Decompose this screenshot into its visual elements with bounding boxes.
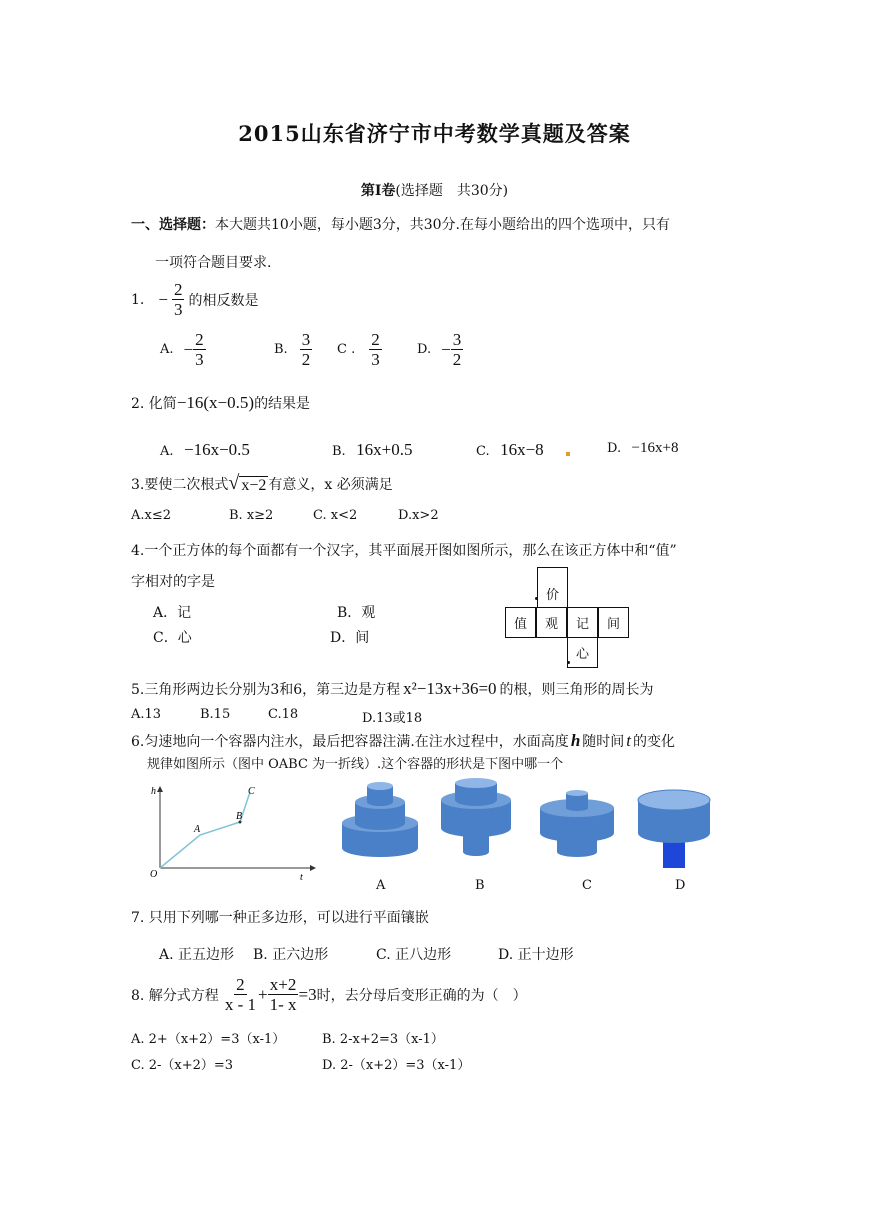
q1-frac-den: 3 — [173, 300, 183, 319]
section-heading — [0, 180, 869, 200]
graph-label-c: C — [248, 786, 255, 797]
graph-label-h: h — [151, 786, 156, 797]
q6-text-c: 的变化 — [633, 734, 676, 750]
q1-number: 1. — [131, 291, 145, 308]
q3-option-b: B. x≥2 — [229, 508, 274, 523]
net-row-2-text: 观 — [544, 617, 558, 632]
net-cell-bottom — [567, 637, 598, 668]
q2-opt-a-expr: −16x−0.5 — [183, 440, 250, 459]
q1-option-a — [160, 330, 206, 369]
q1-opt-b-label: B. — [274, 342, 288, 357]
q4-option-b: B．观 — [337, 605, 376, 621]
question-2 — [131, 393, 310, 413]
graph-t-arrow — [310, 865, 316, 871]
water-level-graph — [140, 780, 320, 885]
q4-option-c: C．心 — [153, 630, 192, 646]
section-bold: 第Ⅰ卷 — [360, 183, 396, 199]
container-b — [441, 778, 511, 856]
instruction-line2: 一项符合题目要求. — [155, 255, 272, 271]
graph-label-t: t — [300, 872, 303, 883]
net-cell-1 — [505, 607, 536, 638]
q8-f2-num: x+2 — [269, 975, 297, 994]
net-row-1-text: 值 — [513, 617, 527, 632]
graph-polyline — [160, 792, 250, 868]
container-a — [342, 782, 418, 857]
q1-frac-num: 2 — [173, 280, 183, 299]
q5-option-d: D.13或18 — [362, 711, 423, 726]
q2-text-b: 的结果是 — [254, 396, 311, 412]
q2-opt-b-label: B. — [332, 444, 346, 459]
q3-option-a: A.x≤2 — [131, 508, 172, 523]
question-8 — [131, 975, 527, 1014]
container-b-bottom — [463, 836, 489, 856]
q4-line2: 字相对的字是 — [131, 574, 215, 590]
page-title: 2015山东省济宁市中考数学真题及答案 — [238, 121, 631, 146]
graph-label-b: B — [236, 811, 243, 822]
q1-option-c — [337, 330, 382, 369]
q8-option-c: C. 2-（x+2）=3 — [131, 1058, 234, 1073]
q3-text-b: 有意义，x 必须满足 — [268, 476, 393, 493]
q1-option-b — [274, 330, 312, 369]
q8-plus: + — [257, 984, 268, 1004]
question-7: 7. 只用下列哪一种正多边形，可以进行平面镶嵌 — [131, 910, 429, 926]
container-label-c: C — [582, 878, 592, 893]
q1-option-d — [417, 330, 463, 369]
net-cell-4 — [598, 607, 629, 638]
q2-option-c — [476, 440, 544, 460]
section-rest: (选择题 共30分) — [395, 183, 509, 199]
container-a-top-face — [367, 782, 393, 790]
instruction-text1: 本大题共10小题，每小题3分，共30分.在每小题给出的四个选项中，只有 — [215, 217, 670, 233]
container-c-top-face — [566, 790, 588, 796]
q6-line1 — [131, 731, 675, 751]
net-cell-3 — [567, 607, 598, 638]
q1-opt-c-frac — [369, 330, 382, 369]
q1-opt-a-den: 3 — [195, 350, 204, 369]
net-dot-1 — [535, 597, 538, 600]
q5-option-c: C.18 — [268, 707, 299, 722]
q1-opt-b-num: 3 — [301, 330, 311, 349]
question-1 — [131, 280, 258, 319]
q1-opt-b-frac — [300, 330, 313, 369]
q5-text-b: 的根，则三角形的周长为 — [499, 682, 654, 698]
q2-option-d — [607, 440, 678, 457]
container-label-d: D — [675, 878, 686, 893]
q8-f1-den: x - 1 — [224, 995, 256, 1014]
q2-text-a: 2. 化简 — [131, 396, 177, 412]
q5-option-a: A.13 — [131, 707, 162, 722]
net-row-3-text: 记 — [575, 617, 589, 632]
net-cell-2 — [536, 607, 567, 638]
q8-text-a: 8. 解分式方程 — [131, 987, 219, 1004]
q6-var-t: t — [626, 731, 632, 750]
q1-opt-d-frac — [451, 330, 464, 369]
q2-expression: −16(x−0.5) — [176, 393, 255, 412]
q3-radical — [228, 472, 268, 495]
q8-fraction-1 — [223, 975, 258, 1014]
q6-text-a: 6.匀速地向一个容器内注水，最后把容器注满.在注水过程中，水面高度 — [131, 734, 569, 750]
q5-expression: x²−13x+36=0 — [403, 679, 497, 698]
container-label-b: B — [475, 878, 485, 893]
q1-opt-a-num: 2 — [195, 330, 204, 349]
q8-option-d: D. 2-（x+2）=3（x-1） — [322, 1058, 471, 1073]
q3-radicand: x−2 — [241, 477, 267, 494]
q7-option-c: C. 正八边形 — [376, 947, 452, 963]
q1-opt-d-den: 2 — [452, 350, 462, 369]
q4-line1: 4.一个正方体的每个面都有一个汉字，其平面展开图如图所示，那么在该正方体中和“值” — [131, 543, 677, 559]
q4-option-a: A．记 — [153, 605, 192, 621]
container-d-base — [663, 842, 685, 868]
net-dot-2 — [567, 661, 570, 664]
q8-fraction-2 — [268, 975, 299, 1014]
graph-label-a: A — [194, 824, 201, 835]
q1-opt-c-num: 2 — [371, 330, 380, 349]
net-bottom-text: 心 — [575, 647, 589, 662]
q1-minus: − — [158, 289, 168, 309]
q1-opt-c-label: C . — [337, 342, 356, 357]
q1-fraction — [172, 280, 185, 319]
net-row-4-text: 间 — [606, 617, 620, 632]
q6-text-b: 随时间 — [582, 734, 625, 750]
q2-opt-c-expr: 16x−8 — [500, 440, 544, 459]
q3-option-c: C. x<2 — [313, 508, 358, 523]
q8-f1-num: 2 — [236, 975, 245, 994]
q7-option-b: B. 正六边形 — [253, 947, 329, 963]
q2-opt-c-label: C. — [476, 444, 490, 459]
q1-opt-d-sign: − — [441, 339, 451, 359]
q3-option-d: D.x>2 — [398, 508, 439, 523]
q1-opt-a-label: A. — [160, 342, 174, 357]
q2-opt-d-expr: −16x+8 — [631, 440, 679, 456]
q2-opt-a-label: A. — [160, 444, 174, 459]
instruction-line1 — [131, 214, 670, 234]
q3-text-a: 3.要使二次根式 — [131, 476, 229, 493]
q7-option-d: D. 正十边形 — [498, 947, 574, 963]
q1-opt-c-den: 3 — [371, 350, 380, 369]
net-top-text: 价 — [545, 588, 559, 603]
q1-opt-a-sign: − — [183, 339, 194, 359]
q5-text-a: 5.三角形两边长分别为3和6，第三边是方程 — [131, 682, 401, 698]
stray-dot — [566, 452, 570, 456]
container-c — [540, 790, 614, 857]
container-shapes — [335, 778, 735, 880]
container-d — [638, 790, 710, 868]
graph-label-o: O — [150, 869, 158, 880]
sqrt-icon: √ — [228, 472, 240, 494]
q1-opt-d-label: D. — [417, 342, 432, 357]
q1-text: 的相反数是 — [188, 292, 259, 309]
q1-opt-b-den: 2 — [301, 350, 311, 369]
q8-text-b: 时，去分母后变形正确的为（ ） — [316, 987, 527, 1004]
container-b-top-face — [455, 778, 497, 788]
q8-option-b: B. 2-x+2=3（x-1） — [322, 1032, 444, 1047]
q6-line2: 规律如图所示（图中 OABC 为一折线）.这个容器的形状是下图中哪一个 — [147, 757, 564, 772]
graph-h-arrow — [157, 786, 163, 792]
net-cell-top — [537, 567, 568, 607]
q7-option-a: A. 正五边形 — [159, 947, 235, 963]
q1-opt-a-frac — [193, 330, 206, 369]
q5-option-b: B.15 — [200, 707, 231, 722]
instruction-bold: 一、选择题： — [131, 217, 215, 233]
question-5 — [131, 679, 654, 699]
q4-option-d: D．间 — [330, 630, 370, 646]
question-3 — [131, 472, 393, 495]
container-d-top-face — [638, 790, 710, 810]
q2-opt-d-label: D. — [607, 441, 622, 456]
q8-option-a: A. 2+（x+2）=3（x-1） — [131, 1032, 286, 1047]
q2-opt-b-expr: 16x+0.5 — [356, 440, 413, 459]
q8-f2-den: 1- x — [269, 995, 297, 1014]
q8-equals: =3 — [298, 984, 317, 1004]
q1-opt-d-num: 3 — [452, 330, 462, 349]
q2-option-a — [160, 440, 250, 460]
q6-var-h: h — [570, 731, 581, 750]
q2-option-b — [332, 440, 412, 460]
container-label-a: A — [376, 878, 386, 893]
